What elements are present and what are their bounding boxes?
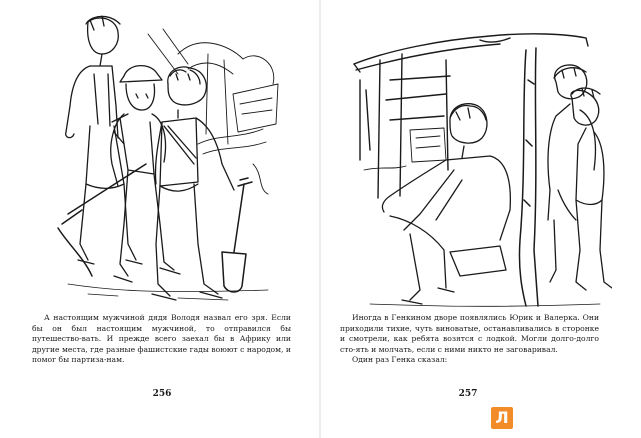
illustration-three-boys xyxy=(28,14,288,308)
left-paragraph: А настоящим мужчиной дядя Володя назвал его зря. Если бы он был настоящим мужчиной, то отправился бы путешество-вать. И прежде всего заехал бы в Африку или другие места, где разные фашистские гады воюют с народом, и помог бы партиза-нам. xyxy=(32,313,291,365)
publisher-logo-badge: Л xyxy=(491,407,513,429)
background-foliage xyxy=(148,29,278,194)
right-paragraph-1: Иногда в Генкином дворе появлялись Юрик и Валерка. Они приходили тихие, чуть виноватые, останавливались в сторонке и смотрели, как ребята возятся с лодкой. Могли долго-долго сто-ять и молчать, если с ними никто не заговаривал. xyxy=(340,313,599,354)
tall-boy xyxy=(66,16,142,264)
page-number-right: 257 xyxy=(458,389,478,399)
left-page-text xyxy=(32,313,291,366)
standing-boys xyxy=(548,65,612,290)
right-page-text xyxy=(340,313,599,366)
shovel xyxy=(222,178,252,292)
illustration-boys-by-shed xyxy=(350,20,612,308)
seated-boy xyxy=(382,104,510,304)
pickaxe xyxy=(58,164,146,276)
boy-with-cap xyxy=(111,66,180,282)
right-paragraph-2: Один раз Генка сказал: xyxy=(352,355,448,365)
left-page xyxy=(0,0,320,438)
right-page xyxy=(320,0,641,438)
page-number-left: 256 xyxy=(152,389,172,399)
shed-structure xyxy=(354,34,588,198)
curly-boy xyxy=(152,67,234,300)
